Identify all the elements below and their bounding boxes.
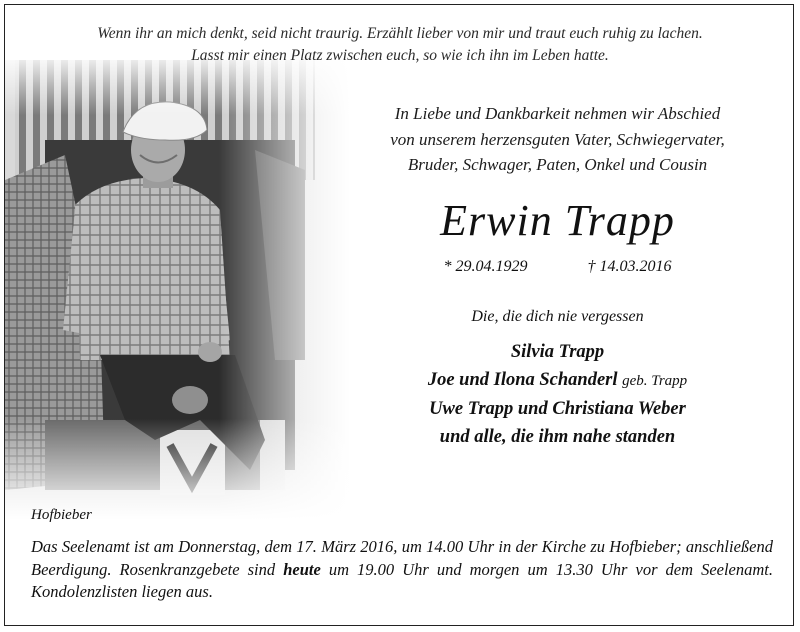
mourner-line-3: Uwe Trapp und Christiana Weber (429, 398, 686, 419)
obituary-notice (4, 4, 794, 626)
mourners-list (320, 338, 794, 451)
mourner-line-2 (320, 366, 794, 395)
farewell-intro (320, 101, 794, 178)
main-text-block (320, 101, 794, 451)
motto-line-2: Lasst mir einen Platz zwischen euch, so wie ich ihn im Leben hatte. (191, 47, 609, 64)
mourner-line-2-names: Joe und Ilona Schanderl (427, 369, 618, 390)
life-dates (320, 256, 794, 278)
mourner-line-4: und alle, die ihm nahe standen (439, 426, 676, 447)
motto-line-1: Wenn ihr an mich denkt, seid nicht traurig. Erzählt lieber von mir und traut euch ruhig zu lachen. (97, 25, 703, 42)
mourner-line-2-note: geb. Trapp (622, 372, 688, 389)
farewell-intro-line-1: In Liebe und Dankbarkeit nehmen wir Abschied (394, 104, 721, 123)
place-name: Hofbieber (31, 507, 92, 523)
mourners-intro: Die, die dich nie vergessen (471, 307, 644, 325)
death-date: † 14.03.2016 (587, 257, 672, 275)
deceased-name: Erwin Trapp (440, 195, 675, 245)
funeral-notice (31, 536, 773, 604)
farewell-intro-line-3: Bruder, Schwager, Paten, Onkel und Cousin (407, 155, 708, 174)
portrait-photo (5, 60, 350, 520)
farewell-intro-line-2: von unserem herzensguten Vater, Schwiegervater, (390, 129, 725, 149)
funeral-notice-part-2: um 19.00 Uhr und morgen um 13.30 Uhr vor dem Seelenamt. Kondolenzlisten liegen aus. (31, 559, 774, 601)
portrait-photo-image (5, 60, 350, 520)
funeral-notice-part-1: Das Seelenamt ist am Donnerstag, dem 17. März 2016, um 14.00 Uhr in der Kirche zu Hofbieber; anschließend Beerdigung. Rosenkranzgebete sind (31, 537, 773, 579)
mourner-line-1: Silvia Trapp (510, 341, 605, 362)
motto (5, 23, 794, 67)
funeral-notice-emphasis: heute (283, 559, 321, 579)
birth-date: * 29.04.1929 (443, 257, 528, 275)
